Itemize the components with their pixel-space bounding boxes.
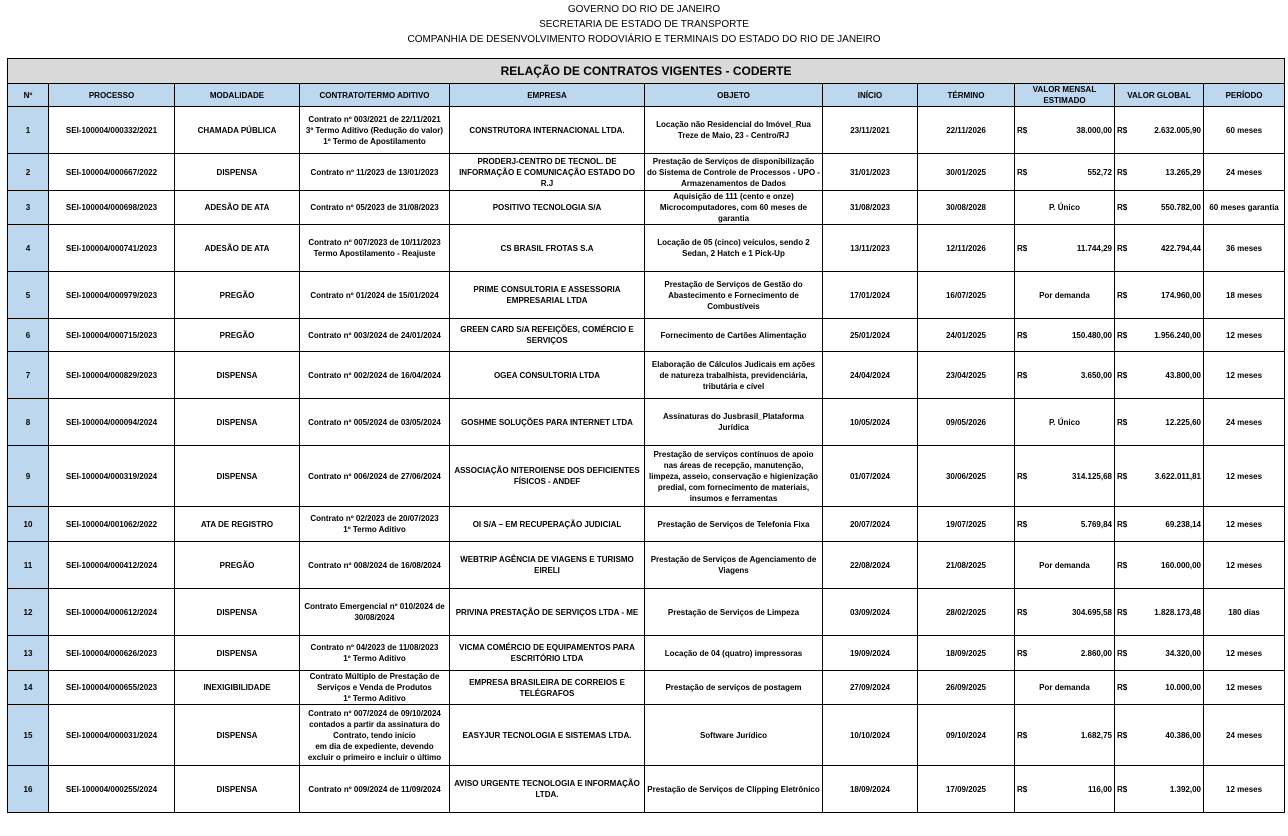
cell-number: 11 xyxy=(8,542,49,589)
cell-number: 2 xyxy=(8,154,49,191)
cell-company: WEBTRIP AGÊNCIA DE VIAGENS E TURISMO EIRELI xyxy=(450,542,645,589)
cell-contract: Contrato nº 007/2024 de 09/10/2024 contados a partir da assinatura do Contrato, tendo início em dia de expediente, devendo excluir o primeiro e incluir o último xyxy=(300,705,450,766)
cell-modality: ADESÃO DE ATA xyxy=(175,225,300,272)
table-row xyxy=(8,107,1285,154)
cell-end-date: 28/02/2025 xyxy=(918,589,1015,636)
cell-number: 10 xyxy=(8,507,49,542)
cell-process: SEI-100004/000655/2023 xyxy=(49,671,175,705)
cell-contract: Contrato Múltiplo de Prestação de Serviços e Venda de Produtos 1º Termo Aditivo xyxy=(300,671,450,705)
monthly-value: 1.682,75 xyxy=(1080,730,1112,740)
cell-end-date: 30/01/2025 xyxy=(918,154,1015,191)
cell-end-date: 30/08/2028 xyxy=(918,191,1015,225)
table-title: RELAÇÃO DE CONTRATOS VIGENTES - CODERTE xyxy=(8,59,1285,84)
global-value: 10.000,00 xyxy=(1165,683,1201,692)
currency-symbol: R$ xyxy=(1017,243,1028,253)
cell-object: Prestação de Serviços de Limpeza xyxy=(645,589,823,636)
cell-global-value xyxy=(1115,272,1204,319)
cell-process: SEI-100004/000979/2023 xyxy=(49,272,175,319)
monthly-value: 5.769,84 xyxy=(1080,519,1112,529)
cell-start-date: 10/10/2024 xyxy=(823,705,918,766)
cell-modality: DISPENSA xyxy=(175,154,300,191)
cell-start-date: 24/04/2024 xyxy=(823,352,918,399)
cell-period: 12 meses xyxy=(1204,352,1285,399)
cell-company: VICMA COMÉRCIO DE EQUIPAMENTOS PARA ESCRITÓRIO LTDA xyxy=(450,636,645,671)
col-header-object: OBJETO xyxy=(645,84,823,107)
table-title-row xyxy=(8,59,1285,84)
cell-end-date: 30/06/2025 xyxy=(918,446,1015,507)
cell-contract: Contrato nº 002/2024 de 16/04/2024 xyxy=(300,352,450,399)
global-value: 550.782,00 xyxy=(1160,203,1201,212)
currency-symbol: R$ xyxy=(1117,519,1128,529)
cell-company: POSITIVO TECNOLOGIA S/A xyxy=(450,191,645,225)
cell-end-date: 16/07/2025 xyxy=(918,272,1015,319)
global-value: 160.000,00 xyxy=(1160,560,1201,570)
cell-global-value xyxy=(1115,542,1204,589)
header-line-secretariat: SECRETARIA DE ESTADO DE TRANSPORTE xyxy=(539,19,749,30)
cell-end-date: 17/09/2025 xyxy=(918,766,1015,813)
cell-company: CONSTRUTORA INTERNACIONAL LTDA. xyxy=(450,107,645,154)
cell-end-date: 18/09/2025 xyxy=(918,636,1015,671)
cell-contract: Contrato nº 05/2023 de 31/08/2023 xyxy=(300,191,450,225)
global-value: 43.800,00 xyxy=(1165,370,1201,380)
cell-start-date: 19/09/2024 xyxy=(823,636,918,671)
cell-object: Prestação de Serviços de Clipping Eletrônico xyxy=(645,766,823,813)
table-row xyxy=(8,507,1285,542)
currency-symbol: R$ xyxy=(1117,370,1128,380)
col-header-period: PERÍODO xyxy=(1204,84,1285,107)
cell-monthly-value: Por demanda xyxy=(1015,542,1115,589)
cell-modality: DISPENSA xyxy=(175,589,300,636)
monthly-value: 314.125,68 xyxy=(1071,471,1112,481)
cell-end-date: 19/07/2025 xyxy=(918,507,1015,542)
global-value: 174.960,00 xyxy=(1160,290,1201,300)
cell-process: SEI-100004/000612/2024 xyxy=(49,589,175,636)
currency-symbol: R$ xyxy=(1017,784,1028,794)
cell-contract: Contrato nº 008/2024 de 16/08/2024 xyxy=(300,542,450,589)
table-row xyxy=(8,352,1285,399)
cell-period: 60 meses garantia xyxy=(1204,191,1285,225)
cell-contract: Contrato Emergencial nº 010/2024 de 30/08/2024 xyxy=(300,589,450,636)
cell-global-value xyxy=(1115,225,1204,272)
currency-symbol: R$ xyxy=(1017,167,1028,177)
monthly-value: 150.480,00 xyxy=(1071,330,1112,340)
cell-company: EMPRESA BRASILEIRA DE CORREIOS E TELÉGRAFOS xyxy=(450,671,645,705)
global-value: 3.622.011,81 xyxy=(1154,471,1201,481)
cell-end-date: 22/11/2026 xyxy=(918,107,1015,154)
cell-object: Prestação de Serviços de Telefonia Fixa xyxy=(645,507,823,542)
cell-start-date: 31/08/2023 xyxy=(823,191,918,225)
cell-contract: Contrato nº 02/2023 de 20/07/2023 1º Termo Aditivo xyxy=(300,507,450,542)
table-row xyxy=(8,589,1285,636)
cell-process: SEI-100004/000667/2022 xyxy=(49,154,175,191)
col-header-modality: MODALIDADE xyxy=(175,84,300,107)
cell-period: 12 meses xyxy=(1204,636,1285,671)
global-value: 1.828.173,48 xyxy=(1154,607,1201,617)
cell-monthly-value xyxy=(1015,107,1115,154)
cell-company: EASYJUR TECNOLOGIA E SISTEMAS LTDA. xyxy=(450,705,645,766)
currency-symbol: R$ xyxy=(1117,471,1128,481)
cell-object: Prestação de Serviços de Agenciamento de Viagens xyxy=(645,542,823,589)
cell-number: 6 xyxy=(8,319,49,352)
cell-number: 8 xyxy=(8,399,49,446)
cell-start-date: 01/07/2024 xyxy=(823,446,918,507)
cell-number: 5 xyxy=(8,272,49,319)
cell-period: 60 meses xyxy=(1204,107,1285,154)
monthly-value: 38.000,00 xyxy=(1076,125,1112,135)
cell-monthly-value xyxy=(1015,589,1115,636)
currency-symbol: R$ xyxy=(1017,471,1028,481)
cell-monthly-value: Por demanda xyxy=(1015,272,1115,319)
table-row xyxy=(8,446,1285,507)
cell-monthly-value xyxy=(1015,225,1115,272)
cell-object: Prestação de Serviços de Gestão do Abastecimento e Fornecimento de Combustíveis xyxy=(645,272,823,319)
header-line-company: COMPANHIA DE DESENVOLVIMENTO RODOVIÁRIO E TERMINAIS DO ESTADO DO RIO DE JANEIRO xyxy=(407,34,881,45)
currency-symbol: R$ xyxy=(1117,290,1128,300)
currency-symbol: R$ xyxy=(1017,607,1028,617)
cell-period: 12 meses xyxy=(1204,766,1285,813)
col-header-number: Nº xyxy=(8,84,49,107)
cell-process: SEI-100004/000412/2024 xyxy=(49,542,175,589)
global-value: 422.794,44 xyxy=(1160,243,1201,253)
cell-company: OI S/A – EM RECUPERAÇÃO JUDICIAL xyxy=(450,507,645,542)
cell-global-value xyxy=(1115,766,1204,813)
currency-symbol: R$ xyxy=(1117,784,1128,794)
cell-global-value xyxy=(1115,319,1204,352)
cell-monthly-value: P. Único xyxy=(1015,399,1115,446)
currency-symbol: R$ xyxy=(1017,370,1028,380)
cell-modality: PREGÃO xyxy=(175,319,300,352)
table-body xyxy=(8,107,1285,813)
cell-global-value xyxy=(1115,352,1204,399)
cell-object: Aquisição de 111 (cento e onze) Microcomputadores, com 60 meses de garantia xyxy=(645,191,823,225)
cell-number: 12 xyxy=(8,589,49,636)
cell-contract: Contrato nº 006/2024 de 27/06/2024 xyxy=(300,446,450,507)
cell-start-date: 27/09/2024 xyxy=(823,671,918,705)
cell-period: 18 meses xyxy=(1204,272,1285,319)
cell-start-date: 22/08/2024 xyxy=(823,542,918,589)
cell-process: SEI-100004/000332/2021 xyxy=(49,107,175,154)
cell-global-value xyxy=(1115,107,1204,154)
cell-global-value xyxy=(1115,589,1204,636)
cell-number: 9 xyxy=(8,446,49,507)
global-value: 1.392,00 xyxy=(1169,784,1201,794)
currency-symbol: R$ xyxy=(1017,125,1028,135)
currency-symbol: R$ xyxy=(1117,607,1128,617)
cell-start-date: 20/07/2024 xyxy=(823,507,918,542)
cell-object: Prestação de Serviços de disponibilização do Sistema de Controle de Processos - UPO - Armazenamentos de Dados xyxy=(645,154,823,191)
cell-global-value xyxy=(1115,191,1204,225)
monthly-value: 11.744,29 xyxy=(1076,243,1112,253)
document-header xyxy=(0,0,1288,47)
table-row xyxy=(8,191,1285,225)
monthly-value: 304.695,58 xyxy=(1071,607,1112,617)
cell-modality: DISPENSA xyxy=(175,352,300,399)
cell-start-date: 31/01/2023 xyxy=(823,154,918,191)
cell-period: 12 meses xyxy=(1204,507,1285,542)
cell-monthly-value xyxy=(1015,352,1115,399)
cell-monthly-value: Por demanda xyxy=(1015,671,1115,705)
currency-symbol: R$ xyxy=(1117,683,1128,692)
cell-company: CS BRASIL FROTAS S.A xyxy=(450,225,645,272)
currency-symbol: R$ xyxy=(1117,125,1128,135)
cell-end-date: 09/05/2026 xyxy=(918,399,1015,446)
currency-symbol: R$ xyxy=(1117,167,1128,177)
cell-number: 14 xyxy=(8,671,49,705)
currency-symbol: R$ xyxy=(1017,730,1028,740)
col-header-global-value: VALOR GLOBAL xyxy=(1115,84,1204,107)
cell-period: 12 meses xyxy=(1204,319,1285,352)
cell-modality: DISPENSA xyxy=(175,636,300,671)
cell-monthly-value xyxy=(1015,446,1115,507)
monthly-value: 3.650,00 xyxy=(1080,370,1112,380)
currency-symbol: R$ xyxy=(1017,330,1028,340)
cell-company: OGEA CONSULTORIA LTDA xyxy=(450,352,645,399)
cell-start-date: 25/01/2024 xyxy=(823,319,918,352)
cell-company: GOSHME SOLUÇÕES PARA INTERNET LTDA xyxy=(450,399,645,446)
monthly-value: 2.860,00 xyxy=(1080,648,1112,658)
cell-number: 15 xyxy=(8,705,49,766)
cell-end-date: 09/10/2024 xyxy=(918,705,1015,766)
cell-company: PRODERJ-CENTRO DE TECNOL. DE INFORMAÇÃO E COMUNICAÇÃO ESTADO DO R.J xyxy=(450,154,645,191)
cell-number: 16 xyxy=(8,766,49,813)
cell-object: Software Jurídico xyxy=(645,705,823,766)
currency-symbol: R$ xyxy=(1117,417,1128,427)
cell-modality: CHAMADA PÚBLICA xyxy=(175,107,300,154)
cell-modality: DISPENSA xyxy=(175,399,300,446)
cell-contract: Contrato nº 01/2024 de 15/01/2024 xyxy=(300,272,450,319)
table-row xyxy=(8,705,1285,766)
cell-modality: DISPENSA xyxy=(175,766,300,813)
col-header-monthly-value: VALOR MENSAL ESTIMADO xyxy=(1015,84,1115,107)
cell-object: Prestação de serviços de postagem xyxy=(645,671,823,705)
cell-monthly-value xyxy=(1015,705,1115,766)
cell-modality: ATA DE REGISTRO xyxy=(175,507,300,542)
global-value: 1.956.240,00 xyxy=(1154,330,1201,340)
cell-end-date: 24/01/2025 xyxy=(918,319,1015,352)
cell-monthly-value xyxy=(1015,507,1115,542)
cell-object: Locação de 04 (quatro) impressoras xyxy=(645,636,823,671)
cell-number: 4 xyxy=(8,225,49,272)
cell-global-value xyxy=(1115,446,1204,507)
global-value: 12.225,60 xyxy=(1165,417,1201,427)
cell-monthly-value xyxy=(1015,766,1115,813)
currency-symbol: R$ xyxy=(1017,519,1028,529)
cell-start-date: 13/11/2023 xyxy=(823,225,918,272)
cell-global-value xyxy=(1115,399,1204,446)
cell-number: 7 xyxy=(8,352,49,399)
cell-company: ASSOCIAÇÃO NITEROIENSE DOS DEFICIENTES FÍSICOS - ANDEF xyxy=(450,446,645,507)
table-row xyxy=(8,154,1285,191)
cell-process: SEI-100004/000741/2023 xyxy=(49,225,175,272)
cell-period: 24 meses xyxy=(1204,705,1285,766)
col-header-contract: CONTRATO/TERMO ADITIVO xyxy=(300,84,450,107)
cell-process: SEI-100004/000255/2024 xyxy=(49,766,175,813)
contracts-table-wrapper xyxy=(7,58,1284,813)
table-row xyxy=(8,399,1285,446)
cell-company: PRIVINA PRESTAÇÃO DE SERVIÇOS LTDA - ME xyxy=(450,589,645,636)
global-value: 69.238,14 xyxy=(1165,519,1201,529)
cell-period: 24 meses xyxy=(1204,154,1285,191)
cell-process: SEI-100004/000319/2024 xyxy=(49,446,175,507)
col-header-process: PROCESSO xyxy=(49,84,175,107)
cell-process: SEI-100004/000094/2024 xyxy=(49,399,175,446)
cell-global-value xyxy=(1115,671,1204,705)
currency-symbol: R$ xyxy=(1117,648,1128,658)
global-value: 2.632.005,90 xyxy=(1154,125,1201,135)
cell-company: GREEN CARD S/A REFEIÇÕES, COMÉRCIO E SERVIÇOS xyxy=(450,319,645,352)
cell-contract: Contrato nº 005/2024 de 03/05/2024 xyxy=(300,399,450,446)
col-header-company: EMPRESA xyxy=(450,84,645,107)
cell-number: 3 xyxy=(8,191,49,225)
cell-monthly-value xyxy=(1015,636,1115,671)
cell-period: 12 meses xyxy=(1204,671,1285,705)
cell-start-date: 03/09/2024 xyxy=(823,589,918,636)
cell-global-value xyxy=(1115,636,1204,671)
cell-modality: PREGÃO xyxy=(175,542,300,589)
cell-contract: Contrato nº 003/2021 de 22/11/2021 3º Termo Aditivo (Redução do valor) 1º Termo de Apostilamento xyxy=(300,107,450,154)
cell-end-date: 26/09/2025 xyxy=(918,671,1015,705)
cell-end-date: 12/11/2026 xyxy=(918,225,1015,272)
cell-period: 180 dias xyxy=(1204,589,1285,636)
monthly-value: 116,00 xyxy=(1087,784,1112,794)
table-row xyxy=(8,671,1285,705)
table-row xyxy=(8,766,1285,813)
table-header-row xyxy=(8,84,1285,107)
table-row xyxy=(8,272,1285,319)
cell-global-value xyxy=(1115,507,1204,542)
cell-global-value xyxy=(1115,705,1204,766)
col-header-start: INÍCIO xyxy=(823,84,918,107)
table-row xyxy=(8,542,1285,589)
cell-process: SEI-100004/000829/2023 xyxy=(49,352,175,399)
cell-company: AVISO URGENTE TECNOLOGIA E INFORMAÇÃO LTDA. xyxy=(450,766,645,813)
currency-symbol: R$ xyxy=(1117,730,1128,740)
global-value: 34.320,00 xyxy=(1165,648,1201,658)
cell-process: SEI-100004/000031/2024 xyxy=(49,705,175,766)
cell-start-date: 10/05/2024 xyxy=(823,399,918,446)
cell-object: Prestação de serviços contínuos de apoio nas áreas de recepção, manutenção, limpeza, asseio, conservação e higienização predial, com fornecimento de materiais, insumos e ferramentas xyxy=(645,446,823,507)
global-value: 13.265,29 xyxy=(1165,167,1201,177)
cell-monthly-value xyxy=(1015,319,1115,352)
global-value: 40.386,00 xyxy=(1165,730,1201,740)
cell-start-date: 23/11/2021 xyxy=(823,107,918,154)
cell-object: Assinaturas do Jusbrasil_Plataforma Jurídica xyxy=(645,399,823,446)
cell-modality: PREGÃO xyxy=(175,272,300,319)
cell-number: 13 xyxy=(8,636,49,671)
cell-object: Elaboração de Cálculos Judicais em ações de natureza trabalhista, previdenciária, tributária e cível xyxy=(645,352,823,399)
cell-process: SEI-100004/000698/2023 xyxy=(49,191,175,225)
monthly-value: 552,72 xyxy=(1087,167,1112,177)
cell-contract: Contrato nº 009/2024 de 11/09/2024 xyxy=(300,766,450,813)
table-row xyxy=(8,225,1285,272)
header-line-government: GOVERNO DO RIO DE JANEIRO xyxy=(567,4,721,15)
cell-period: 12 meses xyxy=(1204,446,1285,507)
cell-number: 1 xyxy=(8,107,49,154)
cell-modality: ADESÃO DE ATA xyxy=(175,191,300,225)
table-row xyxy=(8,319,1285,352)
currency-symbol: R$ xyxy=(1017,648,1028,658)
cell-modality: DISPENSA xyxy=(175,705,300,766)
cell-period: 24 meses xyxy=(1204,399,1285,446)
cell-process: SEI-100004/000715/2023 xyxy=(49,319,175,352)
currency-symbol: R$ xyxy=(1117,330,1128,340)
cell-modality: DISPENSA xyxy=(175,446,300,507)
cell-contract: Contrato nº 04/2023 de 11/08/2023 1º Termo Aditivo xyxy=(300,636,450,671)
cell-process: SEI-100004/001062/2022 xyxy=(49,507,175,542)
cell-object: Locação não Residencial do Imóvel_Rua Treze de Maio, 23 - Centro/RJ xyxy=(645,107,823,154)
cell-end-date: 21/08/2025 xyxy=(918,542,1015,589)
cell-monthly-value xyxy=(1015,154,1115,191)
contracts-table xyxy=(7,58,1285,813)
currency-symbol: R$ xyxy=(1117,560,1128,570)
cell-monthly-value: P. Único xyxy=(1015,191,1115,225)
cell-modality: INEXIGIBILIDADE xyxy=(175,671,300,705)
cell-global-value xyxy=(1115,154,1204,191)
cell-contract: Contrato nº 11/2023 de 13/01/2023 xyxy=(300,154,450,191)
cell-start-date: 18/09/2024 xyxy=(823,766,918,813)
cell-end-date: 23/04/2025 xyxy=(918,352,1015,399)
cell-period: 12 meses xyxy=(1204,542,1285,589)
cell-object: Fornecimento de Cartões Alimentação xyxy=(645,319,823,352)
cell-start-date: 17/01/2024 xyxy=(823,272,918,319)
cell-process: SEI-100004/000626/2023 xyxy=(49,636,175,671)
currency-symbol: R$ xyxy=(1117,203,1128,212)
table-row xyxy=(8,636,1285,671)
currency-symbol: R$ xyxy=(1117,243,1128,253)
cell-company: PRIME CONSULTORIA E ASSESSORIA EMPRESARIAL LTDA xyxy=(450,272,645,319)
cell-period: 36 meses xyxy=(1204,225,1285,272)
cell-object: Locação de 05 (cinco) veículos, sendo 2 Sedan, 2 Hatch e 1 Pick-Up xyxy=(645,225,823,272)
cell-contract: Contrato nº 003/2024 de 24/01/2024 xyxy=(300,319,450,352)
cell-contract: Contrato nº 007/2023 de 10/11/2023 Termo Apostilamento - Reajuste xyxy=(300,225,450,272)
col-header-end: TÉRMINO xyxy=(918,84,1015,107)
